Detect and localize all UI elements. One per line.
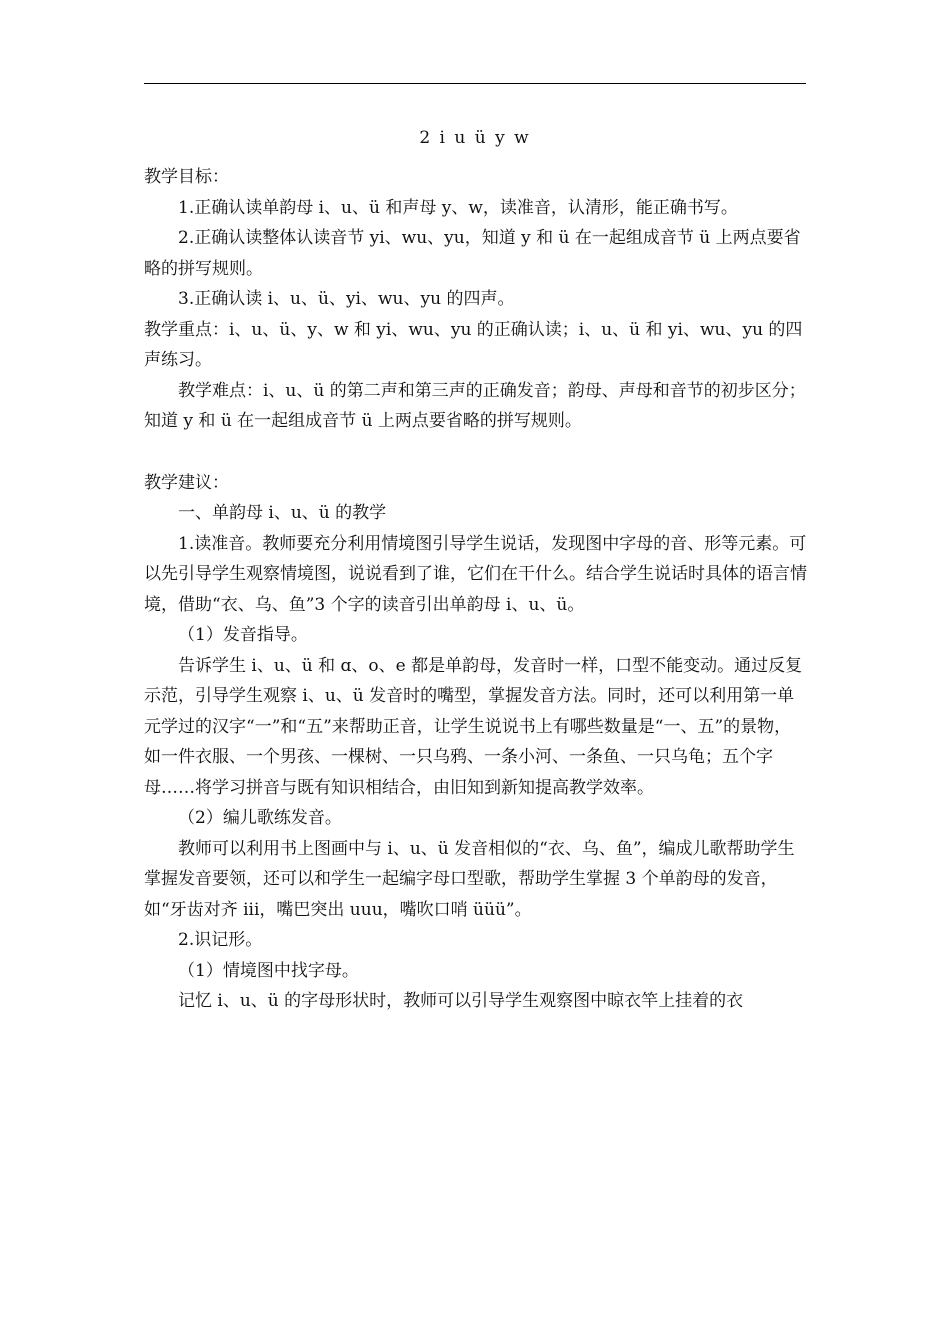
blank-line — [144, 437, 808, 468]
subheading-find-letters: （1）情境图中找字母。 — [178, 960, 359, 981]
paragraph-shape: 2.识记形。 — [178, 930, 263, 950]
paragraph-last: 记忆 i、u、ü 的字母形状时，教师可以引导学生观察图中晾衣竿上挂着的衣 — [178, 991, 744, 1011]
difficulties: 教学难点：i、u、ü 的第二声和第三声的正确发音；韵母、声母和音节的初步区分；知道 y 和 ü 在一起组成音节 ü 上两点要省略的拼写规则。 — [144, 380, 806, 431]
lesson-title: 2 i u ü y w — [419, 128, 531, 148]
paragraph-pronunciation: 告诉学生 i、u、ü 和 ɑ、o、e 都是单韵母，发音时一样，口型不能变动。通过反复示范，引导学生观察 i、u、ü 发音时的嘴型，掌握发音方法。同时，还可以利用第一单元学过的汉字“一”和“五”来帮助正音，让学生说说书上有哪些数量是“一、五”的景物，如一件衣服、一个男孩、一棵树、一只乌鸦、一条小河、一条鱼、一只乌龟；五个字母……将学习拼音与既有知识相结合，由旧知到新知提高教学效率。 — [144, 655, 803, 798]
paragraph-song: 教师可以利用书上图画中与 i、u、ü 发音相似的“衣、乌、鱼”，编成儿歌帮助学生掌握发音要领，还可以和学生一起编字母口型歌，帮助学生掌握 3 个单韵母的发音，如“牙齿对齐 iii，嘴巴突出 uuu，嘴吹口哨 üüü”。 — [144, 838, 795, 920]
key-points: 教学重点：i、u、ü、y、w 和 yi、wu、yu 的正确认读；i、u、ü 和 yi、wu、yu 的四声练习。 — [144, 319, 803, 370]
header-rule — [144, 83, 806, 84]
section-1-heading: 一、单韵母 i、u、ü 的教学 — [178, 503, 387, 523]
paragraph-read-sound: 1.读准音。教师要充分利用情境图引导学生说话，发现图中字母的音、形等元素。可以先引导学生观察情境图，说说看到了谁，它们在干什么。结合学生说话时具体的语言情境，借助“衣、乌、鱼”3 个字的读音引出单韵母 i、u、ü。 — [144, 533, 807, 615]
subheading-song: （2）编儿歌练发音。 — [178, 808, 342, 828]
goal-3: 3.正确认读 i、u、ü、yi、wu、yu 的四声。 — [178, 289, 515, 309]
subheading-pronunciation: （1）发音指导。 — [178, 625, 308, 645]
goal-1: 1.正确认读单韵母 i、u、ü 和声母 y、w，读准音，认清形，能正确书写。 — [178, 197, 738, 218]
goal-2: 2.正确认读整体认读音节 yi、wu、yu，知道 y 和 ü 在一起组成音节 ü 上两点要省略的拼写规则。 — [144, 228, 801, 279]
suggestions-heading: 教学建议： — [144, 472, 229, 493]
goals-heading: 教学目标： — [144, 167, 229, 187]
document-body — [144, 162, 808, 1017]
